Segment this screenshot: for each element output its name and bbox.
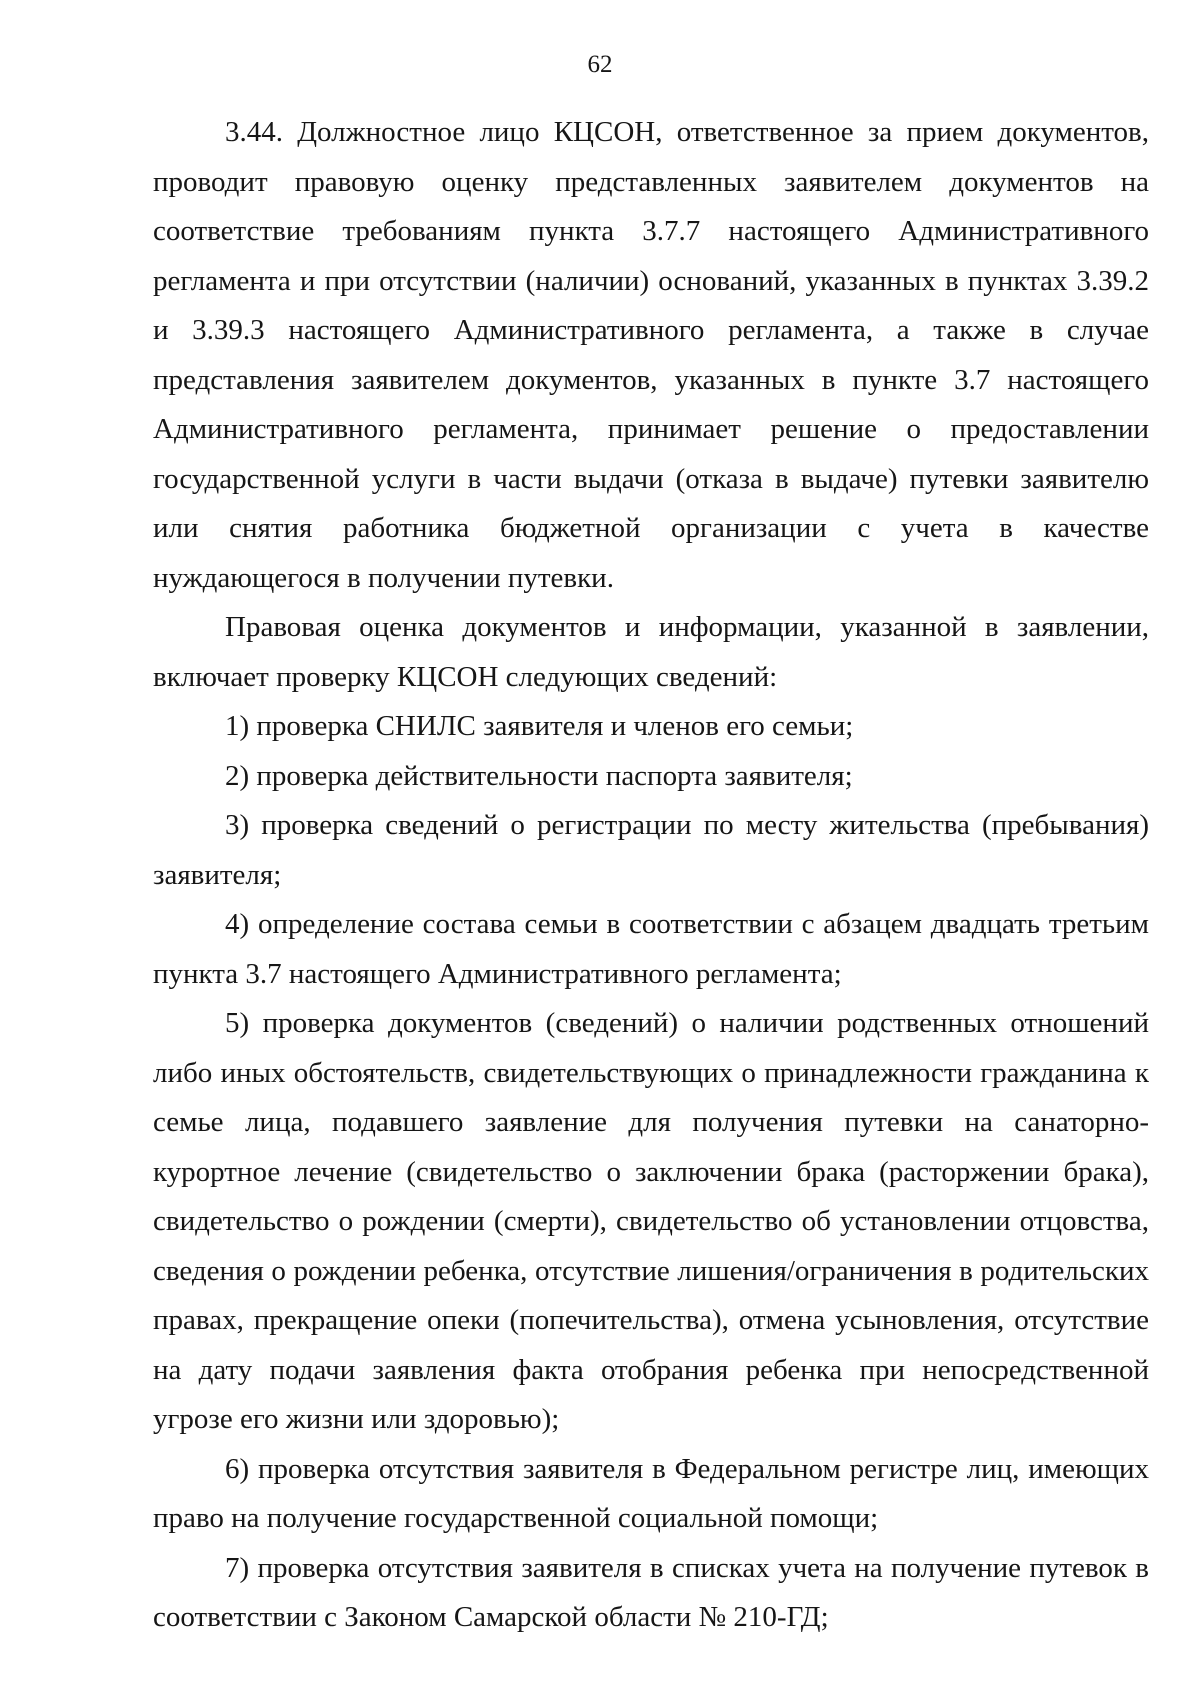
paragraph-legal-assessment-intro: Правовая оценка документов и информации, указанной в заявлении, включает проверку КЦСОН следующих сведений: [153,611,1149,693]
list-item-3: 3) проверка сведений о регистрации по месту жительства (пребывания) заявителя; [153,809,1149,891]
paragraph-3-44: 3.44. Должностное лицо КЦСОН, ответственное за прием документов, проводит правовую оценку представленных заявителем документов на соответствие требованиям пункта 3.7.7 настоящего Административного регламента и при отсутствии (наличии) оснований, указанных в пунктах 3.39.2 и 3.39.3 настоящего Административного регламента, а также в случае представления заявителем документов, указанных в пункте 3.7 настоящего Административного регламента, принимает решение о предоставлении государственной услуги в части выдачи (отказа в выдаче) путевки заявителю или снятия работника бюджетной организации с учета в качестве нуждающегося в получении путевки. [153,116,1149,594]
list-item-6: 6) проверка отсутствия заявителя в Федеральном регистре лиц, имеющих право на получение государственной социальной помощи; [153,1452,1149,1534]
document-body [153,108,1149,1643]
list-item-1: 1) проверка СНИЛС заявителя и членов его семьи; [225,710,854,742]
page-number: 62 [587,51,613,78]
list-item-7: 7) проверка отсутствия заявителя в списках учета на получение путевок в соответствии с Законом Самарской области № 210-ГД; [153,1551,1149,1633]
list-item-5: 5) проверка документов (сведений) о наличии родственных отношений либо иных обстоятельств, свидетельствующих о принадлежности гражданина к семье лица, подавшего заявление для получения путевки на санаторно-курортное лечение (свидетельство о заключении брака (расторжении брака), свидетельство о рождении (смерти), свидетельство об установлении отцовства, сведения о рождении ребенка, отсутствие лишения/ограничения в родительских правах, прекращение опеки (попечительства), отмена усыновления, отсутствие на дату подачи заявления факта отобрания ребенка при непосредственной угрозе его жизни или здоровью); [153,1007,1149,1435]
list-item-2: 2) проверка действительности паспорта заявителя; [225,759,853,792]
list-item-4: 4) определение состава семьи в соответствии с абзацем двадцать третьим пункта 3.7 настоящего Административного регламента; [153,908,1149,990]
